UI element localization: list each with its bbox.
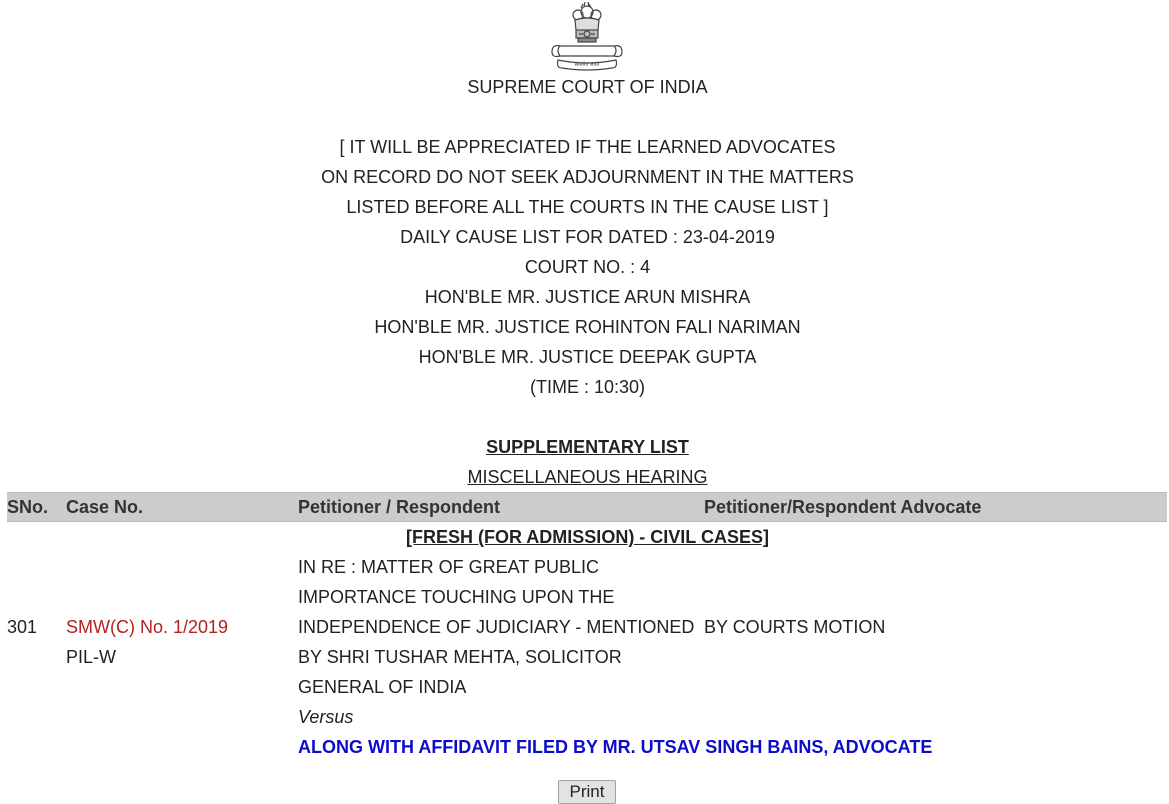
hearing-type: MISCELLANEOUS HEARING (467, 467, 708, 487)
print-button[interactable]: Print (558, 780, 616, 804)
header-petitioner-respondent: Petitioner / Respondent (298, 497, 501, 517)
sitting-time: (TIME : 10:30) (529, 377, 646, 397)
header-case-no: Case No. (66, 497, 144, 517)
petitioner-line-4: BY SHRI TUSHAR MEHTA, SOLICITOR (298, 647, 622, 667)
cause-list-date: DAILY CAUSE LIST FOR DATED : 23-04-2019 (400, 227, 775, 247)
emblem-motto: सत्यमेव जयते (574, 62, 600, 68)
row-sno: 301 (7, 617, 38, 637)
petitioner-line-5: GENERAL OF INDIA (298, 677, 467, 697)
court-number: COURT NO. : 4 (524, 257, 651, 277)
case-type: PIL-W (66, 647, 117, 667)
petitioner-line-1: IN RE : MATTER OF GREAT PUBLIC (298, 557, 600, 577)
versus-label: Versus (298, 707, 354, 727)
notice-line-1: [ IT WILL BE APPRECIATED IF THE LEARNED ADVOCATES (339, 137, 836, 157)
state-emblem-icon (548, 0, 626, 72)
notice-line-3: LISTED BEFORE ALL THE COURTS IN THE CAUSE LIST ] (346, 197, 829, 217)
notice-line-2: ON RECORD DO NOT SEEK ADJOURNMENT IN THE MATTERS (321, 167, 854, 187)
affidavit-remark: ALONG WITH AFFIDAVIT FILED BY MR. UTSAV SINGH BAINS, ADVOCATE (298, 737, 933, 757)
advocate-name: BY COURTS MOTION (704, 617, 886, 637)
table-header (7, 492, 1167, 522)
list-type: SUPPLEMENTARY LIST (486, 437, 689, 457)
section-title: [FRESH (FOR ADMISSION) - CIVIL CASES] (405, 527, 769, 547)
judge-2: HON'BLE MR. JUSTICE ROHINTON FALI NARIMAN (374, 317, 801, 337)
petitioner-line-3: INDEPENDENCE OF JUDICIARY - MENTIONED (298, 617, 695, 637)
court-name: SUPREME COURT OF INDIA (467, 77, 708, 97)
judge-3: HON'BLE MR. JUSTICE DEEPAK GUPTA (418, 347, 757, 367)
petitioner-line-2: IMPORTANCE TOUCHING UPON THE (298, 587, 615, 607)
judge-1: HON'BLE MR. JUSTICE ARUN MISHRA (424, 287, 751, 307)
case-number-link[interactable]: SMW(C) No. 1/2019 (66, 617, 229, 637)
header-advocate: Petitioner/Respondent Advocate (704, 497, 982, 517)
header-sno: SNo. (7, 497, 49, 517)
